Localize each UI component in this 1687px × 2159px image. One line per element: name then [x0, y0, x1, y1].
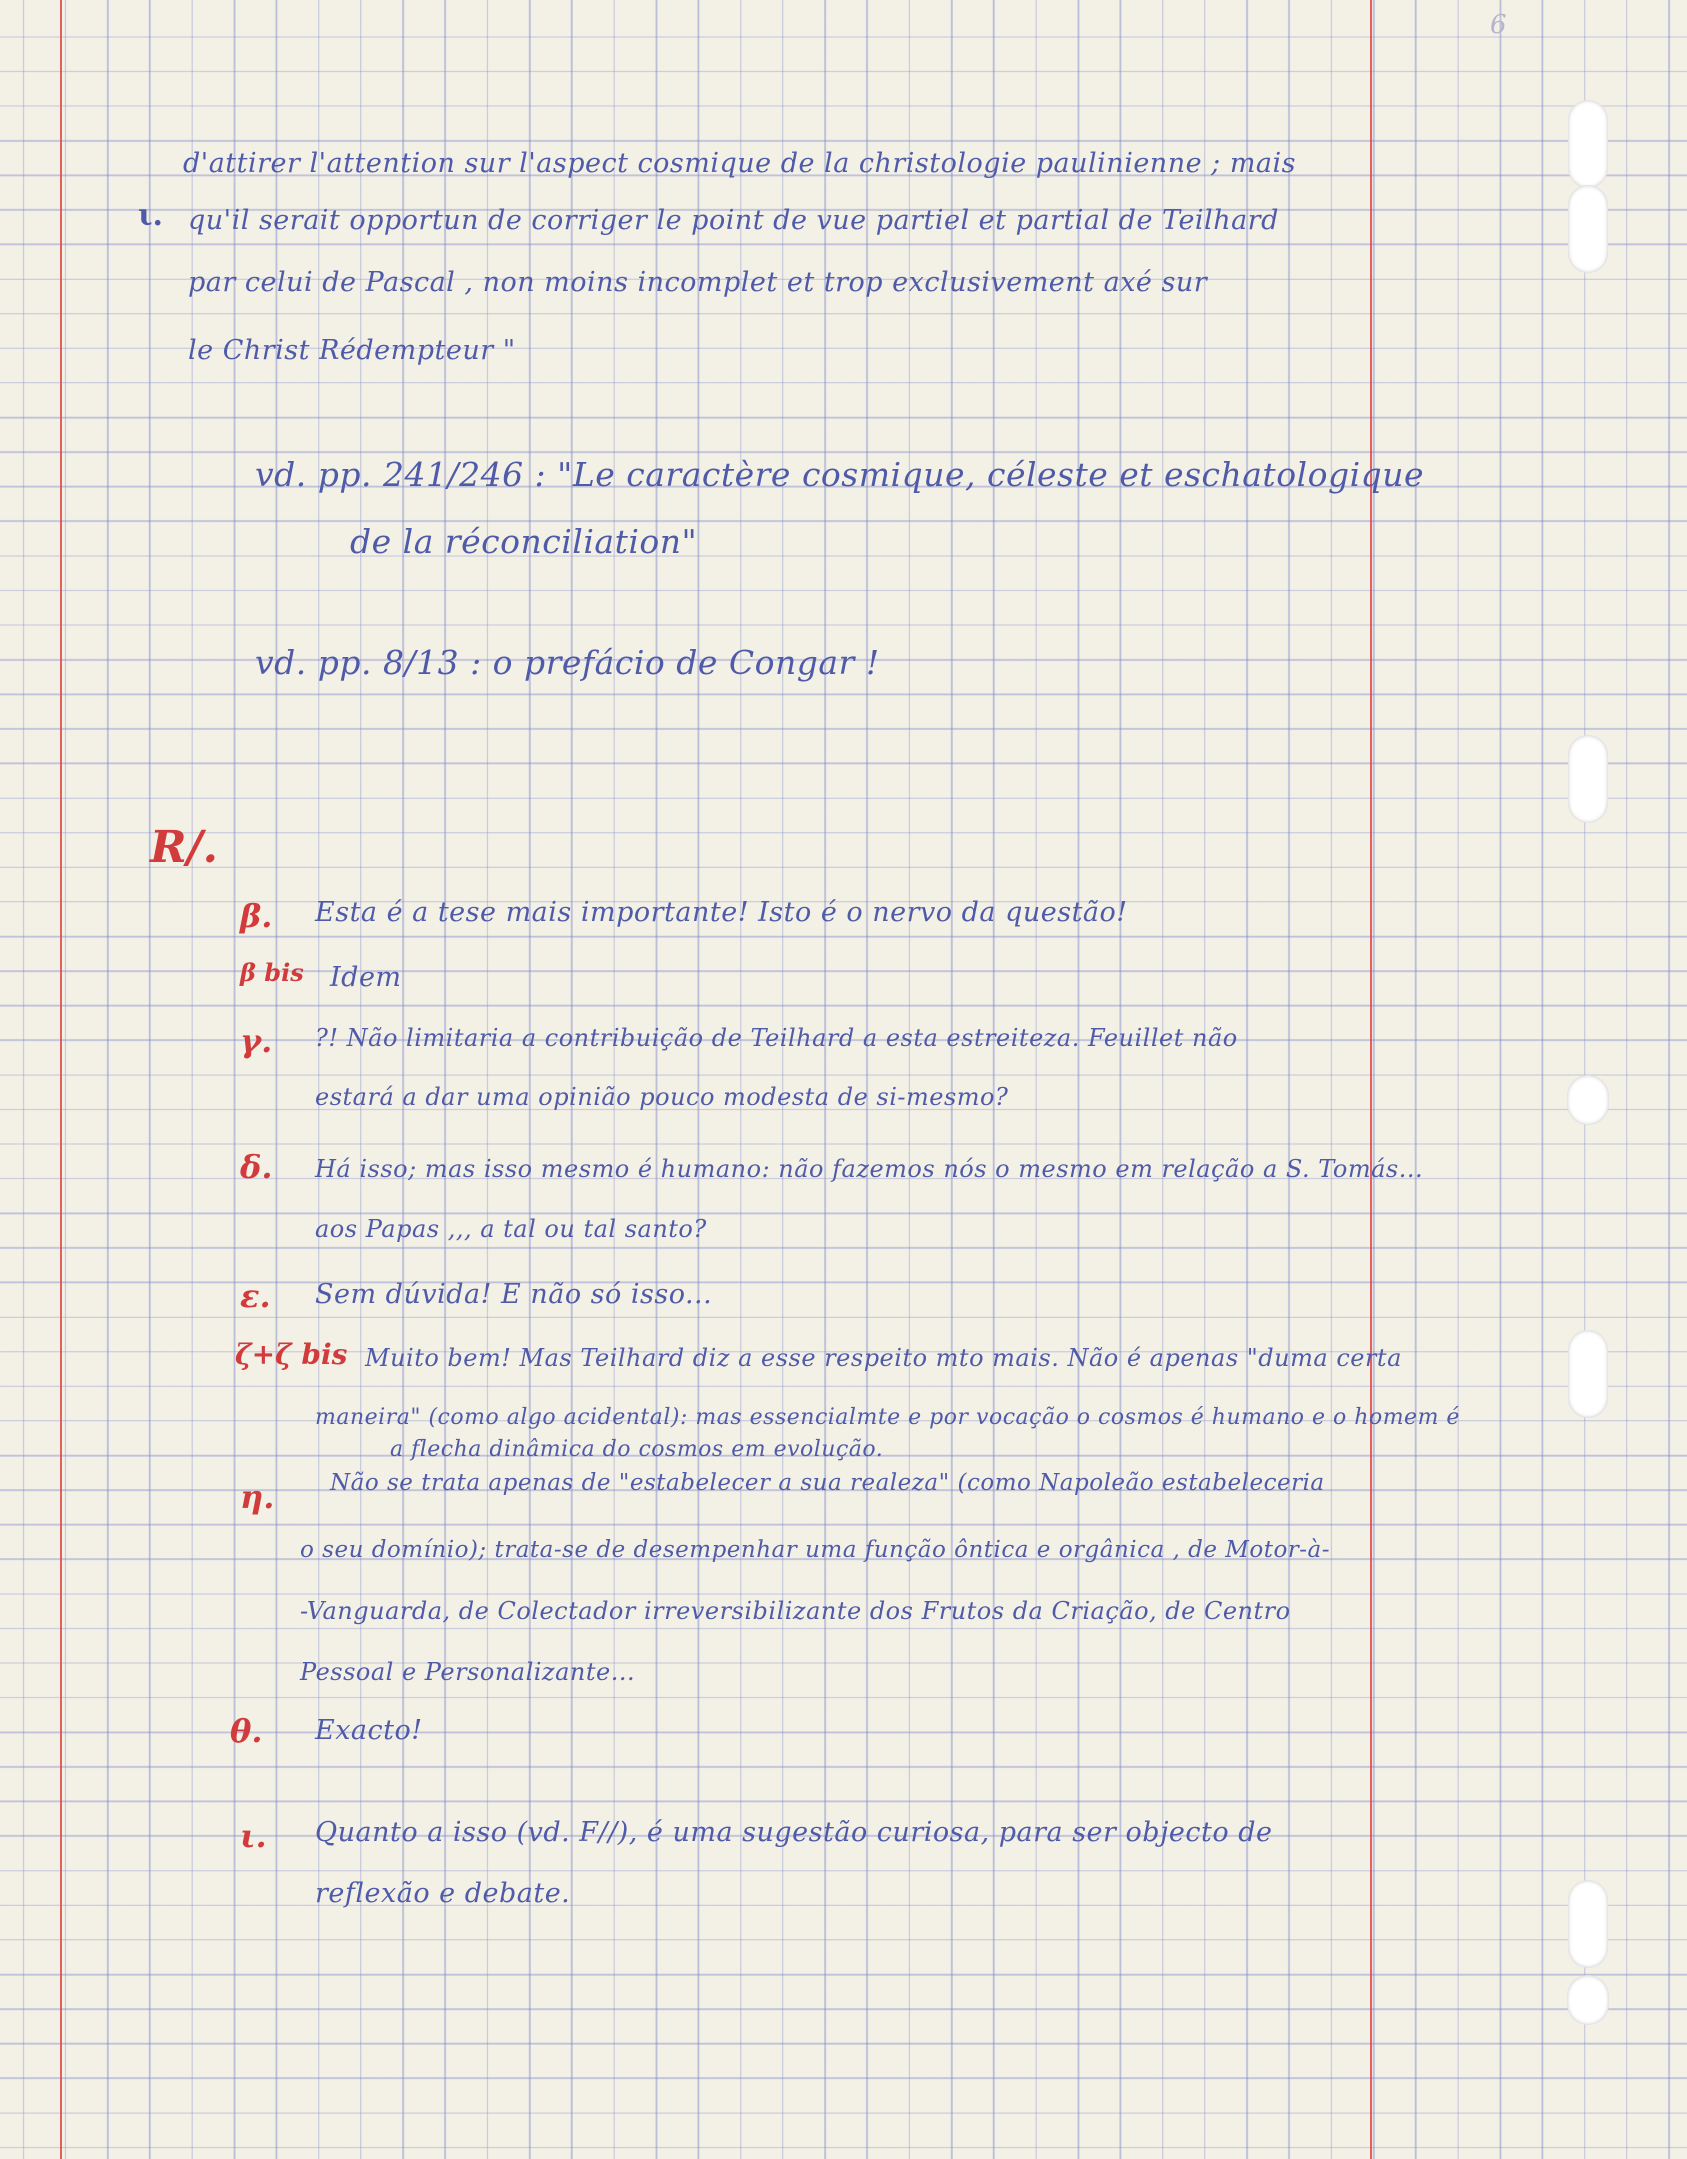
item-epsilon-mark: ε. — [240, 1277, 271, 1315]
item-beta-line-1: Esta é a tese mais importante! Isto é o nervo da questão! — [315, 897, 1128, 928]
item-iota-line-1: Quanto a isso (vd. F//), é uma sugestão curiosa, para ser objecto de — [315, 1817, 1273, 1848]
item-epsilon-line-1: Sem dúvida! E não só isso... — [315, 1279, 713, 1310]
item-gamma-line-1: ?! Não limitaria a contribuição de Teilhard a esta estreiteza. Feuillet não — [315, 1024, 1238, 1052]
item-theta-line-1: Exacto! — [315, 1715, 423, 1746]
item-theta-mark: θ. — [230, 1712, 263, 1750]
binder-hole-7 — [1567, 1975, 1609, 2025]
item-zeta-line-1: Muito bem! Mas Teilhard diz a esse respeito mto mais. Não é apenas "duma certa — [365, 1344, 1402, 1372]
left-margin-line — [60, 0, 62, 2159]
ref-1-line-2: de la réconciliation" — [350, 522, 698, 561]
item-iota-mark: ι. — [240, 1817, 267, 1855]
binder-hole-5 — [1568, 1330, 1608, 1418]
item-gamma-line-2: estará a dar uma opinião pouco modesta de si-mesmo? — [315, 1083, 1009, 1111]
item-eta-line-1: Não se trata apenas de "estabelecer a sua realeza" (como Napoleão estabeleceria — [330, 1470, 1325, 1496]
item-iota-line-2: reflexão e debate. — [315, 1878, 571, 1909]
top-line-2: qu'il serait opportun de corriger le point de vue partiel et partial de Teilhard — [188, 205, 1279, 236]
binder-hole-6 — [1568, 1880, 1608, 1968]
item-zeta-line-3: a flecha dinâmica do cosmos em evolução. — [390, 1437, 884, 1462]
item-eta-line-4: Pessoal e Personalizante... — [300, 1658, 636, 1686]
right-margin-line — [1370, 0, 1372, 2159]
item-delta-line-1: Há isso; mas isso mesmo é humano: não fazemos nós o mesmo em relação a S. Tomás... — [315, 1155, 1424, 1183]
top-line-3: par celui de Pascal , non moins incomplet et trop exclusivement axé sur — [188, 267, 1208, 298]
item-zeta-mark: ζ+ζ bis — [235, 1338, 348, 1371]
ref-1-line-1: vd. pp. 241/246 : "Le caractère cosmique, céleste et eschatologique — [255, 455, 1425, 494]
top-line-4: le Christ Rédempteur " — [188, 335, 516, 366]
item-delta-mark: δ. — [240, 1148, 273, 1186]
item-zeta-line-2: maneira" (como algo acidental): mas essencialmte e por vocação o cosmos é humano e o homem é — [315, 1405, 1460, 1430]
item-gamma-mark: γ. — [240, 1022, 273, 1060]
item-beta-mark: β. — [240, 897, 273, 935]
page-number: 6 — [1490, 10, 1507, 40]
top-block-marker: ι. — [138, 198, 163, 233]
binder-hole-3 — [1568, 735, 1608, 823]
binder-hole-4 — [1567, 1075, 1609, 1125]
item-eta-line-3: -Vanguarda, de Colectador irreversibilizante dos Frutos da Criação, de Centro — [300, 1597, 1291, 1625]
item-delta-line-2: aos Papas ,,, a tal ou tal santo? — [315, 1215, 707, 1243]
ref-2-line-1: vd. pp. 8/13 : o prefácio de Congar ! — [255, 643, 880, 682]
top-line-1: d'attirer l'attention sur l'aspect cosmique de la christologie paulinienne ; mais — [183, 148, 1297, 179]
item-beta-bis-mark: β bis — [240, 958, 304, 987]
binder-hole-1 — [1568, 100, 1608, 188]
item-eta-line-2: o seu domínio); trata-se de desempenhar uma função ôntica e orgânica , de Motor-à- — [300, 1537, 1331, 1563]
item-eta-mark: η. — [240, 1478, 275, 1516]
binder-hole-2 — [1568, 185, 1608, 273]
response-header: R/. — [150, 822, 218, 873]
item-beta-bis-line-1: Idem — [330, 962, 402, 993]
